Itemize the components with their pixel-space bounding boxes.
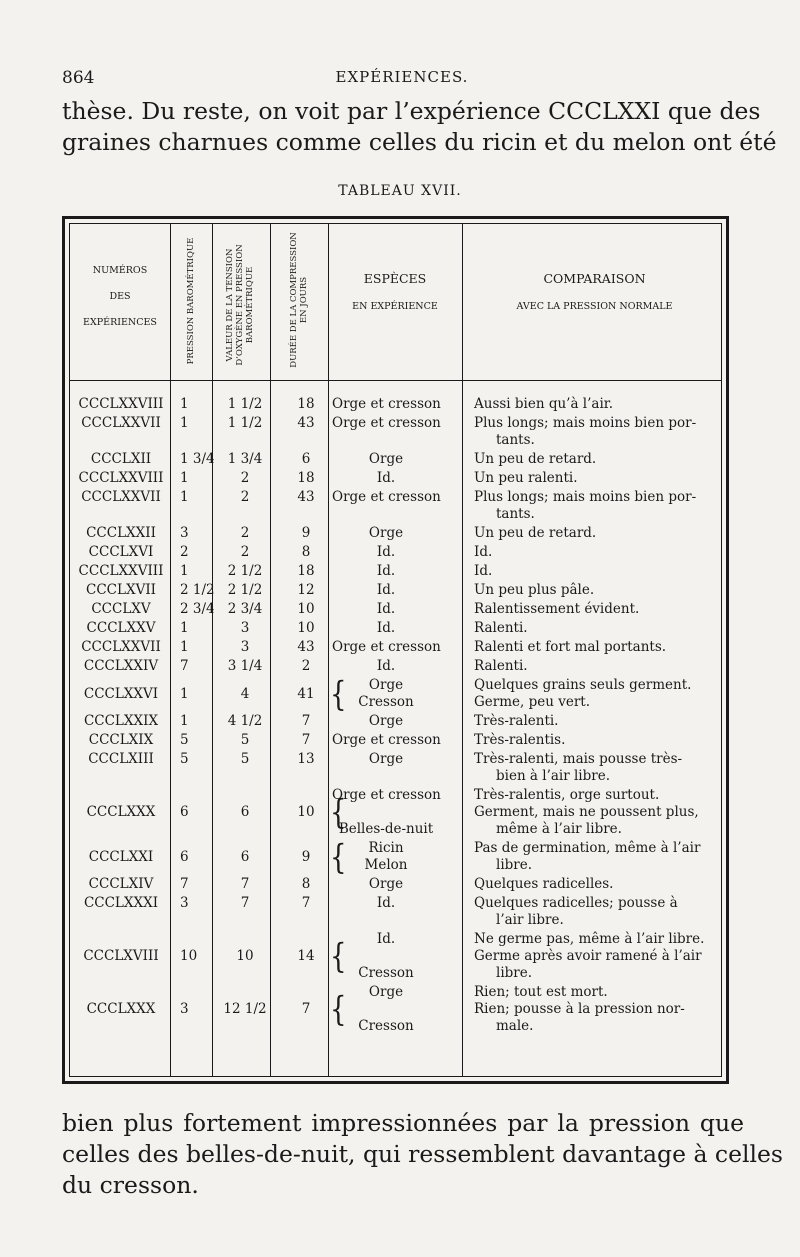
comparison-cell	[474, 677, 724, 711]
duration-value: 43	[297, 415, 315, 431]
pressure-value: 10	[180, 948, 198, 964]
species-cell	[332, 620, 440, 637]
header-duration: DURÉE DE LA COMPRESSION EN JOURS	[289, 232, 309, 368]
brace-mark: {	[330, 793, 347, 833]
species-cell	[332, 451, 440, 468]
brace-mark: {	[330, 675, 347, 715]
comparison-cell	[474, 451, 724, 468]
table-row	[70, 563, 721, 580]
table-row	[70, 931, 721, 982]
table-row	[70, 620, 721, 637]
species-line: Id.	[376, 582, 396, 598]
comparison-cell	[474, 489, 724, 523]
table-row	[70, 732, 721, 749]
oxygen-value: 7	[240, 895, 250, 911]
header-comparison	[462, 272, 727, 314]
table-inner	[69, 223, 722, 1077]
oxygen-value: 7	[240, 876, 250, 892]
species-line: Id.	[376, 895, 396, 911]
duration-value: 18	[297, 396, 315, 412]
header-species-line: ESPÈCES	[363, 271, 427, 286]
experiment-number: CCCLXXIX	[83, 713, 159, 729]
species-cell	[332, 582, 440, 599]
pressure-value: 6	[180, 804, 189, 820]
comparison-cell	[474, 658, 724, 675]
species-line: Orge	[368, 451, 404, 467]
species-cell	[332, 984, 440, 1035]
species-cell	[332, 713, 440, 730]
species-cell	[332, 415, 440, 432]
duration-value: 13	[297, 751, 315, 767]
experiment-number: CCCLXXXI	[83, 895, 159, 911]
comparison-cell	[474, 931, 724, 982]
oxygen-value: 4 1/2	[227, 713, 263, 729]
duration-value: 10	[297, 601, 315, 617]
oxygen-value: 2	[240, 470, 250, 486]
species-cell	[332, 787, 440, 838]
comparison-cell	[474, 639, 724, 656]
comparison-cell	[474, 895, 724, 929]
page-header	[62, 68, 742, 90]
species-line: Orge	[368, 525, 404, 541]
pressure-value: 7	[180, 658, 189, 674]
oxygen-value: 2 3/4	[227, 601, 263, 617]
comparison-cell	[474, 415, 724, 449]
experiment-number: CCCLXVII	[86, 582, 156, 598]
species-line: Id.	[376, 544, 396, 560]
species-line: Orge	[368, 677, 404, 693]
experiment-number: CCCLXVI	[88, 544, 154, 560]
table-row	[70, 525, 721, 542]
oxygen-value: 4	[240, 686, 250, 702]
duration-value: 7	[301, 1001, 311, 1017]
comparison-line: Quelques grains seuls germent.	[474, 677, 692, 693]
header-species-line: EN EXPÉRIENCE	[352, 301, 438, 312]
species-cell	[332, 563, 440, 580]
oxygen-value: 6	[240, 804, 250, 820]
header-numbers-line: NUMÉROS	[92, 265, 148, 276]
comparison-cell	[474, 601, 724, 618]
comparison-line: Id.	[474, 563, 493, 579]
comparison-cell	[474, 620, 724, 637]
comparison-line: Germent, mais ne poussent plus,	[474, 804, 699, 820]
species-line: Orge et cresson	[332, 415, 441, 431]
header-oxygen: VALEUR DE LA TENSION D’OXYGÈNE EN PRESSION BAROMÉTRIQUE	[225, 244, 255, 366]
species-cell	[332, 876, 440, 893]
experiment-number: CCCLXXX	[86, 1001, 156, 1017]
experiment-number: CCCLXII	[90, 451, 152, 467]
duration-value: 10	[297, 620, 315, 636]
pressure-value: 1	[180, 686, 189, 702]
comparison-line: Un peu de retard.	[474, 525, 597, 541]
table-row	[70, 675, 721, 715]
duration-value: 12	[297, 582, 315, 598]
comparison-line: Aussi bien qu’à l’air.	[474, 396, 614, 412]
species-line: Orge et cresson	[332, 639, 441, 655]
species-line: Cresson	[358, 965, 414, 981]
experiment-number: CCCLXIII	[88, 751, 154, 767]
experiment-number: CCCLXXII	[86, 525, 156, 541]
pressure-value: 1	[180, 620, 189, 636]
oxygen-value: 1 1/2	[227, 396, 263, 412]
comparison-line: Germe après avoir ramené à l’air	[474, 948, 702, 964]
text-line: graines charnues comme celles du ricin et du melon ont été	[62, 128, 777, 156]
oxygen-value: 3	[240, 620, 250, 636]
comparison-line: libre.	[496, 857, 533, 873]
table-row	[70, 544, 721, 561]
table-row	[70, 489, 721, 523]
oxygen-value: 2	[240, 525, 250, 541]
oxygen-value: 5	[240, 732, 250, 748]
comparison-line: Rien; pousse à la pression nor-	[474, 1001, 685, 1017]
species-cell	[332, 639, 440, 656]
comparison-line: Id.	[474, 544, 493, 560]
comparison-cell	[474, 470, 724, 487]
species-cell	[332, 895, 440, 912]
species-cell	[332, 470, 440, 487]
comparison-line: Ralenti.	[474, 620, 528, 636]
comparison-line: Ralenti.	[474, 658, 528, 674]
page-number: 864	[62, 68, 95, 88]
species-line: Orge	[368, 751, 404, 767]
comparison-line: bien à l’air libre.	[496, 768, 611, 784]
table-row	[70, 713, 721, 730]
species-line: Melon	[364, 857, 408, 873]
comparison-line: Très-ralentis, orge surtout.	[474, 787, 660, 803]
species-line: Orge	[368, 876, 404, 892]
oxygen-value: 10	[236, 948, 254, 964]
comparison-line: Ralenti et fort mal portants.	[474, 639, 667, 655]
comparison-line: Ne germe pas, même à l’air libre.	[474, 931, 705, 947]
comparison-line: Un peu plus pâle.	[474, 582, 595, 598]
table-row	[70, 658, 721, 675]
comparison-cell	[474, 582, 724, 599]
oxygen-value: 6	[240, 849, 250, 865]
experiment-number: CCCLXVIII	[83, 948, 159, 964]
species-cell	[330, 675, 440, 715]
comparison-cell	[474, 525, 724, 542]
comparison-line: l’air libre.	[496, 912, 564, 928]
species-line: Id.	[376, 601, 396, 617]
pressure-value: 1	[180, 470, 189, 486]
comparison-line: libre.	[496, 965, 533, 981]
header-divider	[70, 380, 721, 381]
text-line: bien plus fortement impressionnées par la pression que	[62, 1109, 744, 1137]
pressure-value: 1	[180, 396, 189, 412]
species-cell	[332, 544, 440, 561]
table-row	[70, 396, 721, 413]
experiment-number: CCCLXXVII	[81, 489, 161, 505]
comparison-line: tants.	[496, 506, 535, 522]
oxygen-value: 1 1/2	[227, 415, 263, 431]
duration-value: 43	[297, 489, 315, 505]
duration-value: 14	[297, 948, 315, 964]
pressure-value: 7	[180, 876, 189, 892]
species-line: Id.	[376, 563, 396, 579]
comparison-cell	[474, 787, 724, 838]
comparison-line: Très-ralenti, mais pousse très-	[474, 751, 683, 767]
experiment-number: CCCLXXIV	[83, 658, 159, 674]
duration-value: 7	[301, 732, 311, 748]
oxygen-value: 5	[240, 751, 250, 767]
oxygen-value: 2	[240, 489, 250, 505]
table-row	[70, 582, 721, 599]
oxygen-value: 2 1/2	[227, 582, 263, 598]
species-line: Orge et cresson	[332, 732, 441, 748]
species-line: Id.	[376, 620, 396, 636]
pressure-value: 1	[180, 489, 189, 505]
species-line: Id.	[376, 931, 396, 947]
species-cell	[332, 601, 440, 618]
comparison-cell	[474, 563, 724, 580]
pressure-value: 1	[180, 713, 189, 729]
species-cell	[332, 751, 440, 768]
experiment-number: CCCLXV	[91, 601, 151, 617]
experiment-number: CCCLXXVIII	[78, 563, 164, 579]
pressure-value: 6	[180, 849, 189, 865]
comparison-line: Très-ralenti.	[474, 713, 559, 729]
comparison-line: Quelques radicelles; pousse à	[474, 895, 678, 911]
species-line: Orge et cresson	[332, 489, 441, 505]
experiment-number: CCCLXXVII	[81, 415, 161, 431]
table-title: TABLEAU XVII.	[338, 183, 462, 199]
pressure-value: 2 1/2	[180, 582, 215, 598]
species-line: Orge et cresson	[332, 396, 441, 412]
brace-mark: {	[330, 838, 347, 878]
comparison-cell	[474, 751, 724, 785]
duration-value: 43	[297, 639, 315, 655]
species-line: Cresson	[358, 694, 414, 710]
experiment-number: CCCLXXV	[86, 620, 156, 636]
table-row	[70, 876, 721, 893]
oxygen-value: 3 1/4	[227, 658, 263, 674]
pressure-value: 3	[180, 1001, 189, 1017]
species-line: Orge et cresson	[332, 787, 441, 803]
experiment-number: CCCLXXVI	[83, 686, 159, 702]
species-cell	[330, 838, 440, 878]
comparison-line: male.	[496, 1018, 534, 1034]
table-row	[70, 415, 721, 449]
brace-mark: {	[330, 937, 347, 977]
species-cell	[332, 658, 440, 675]
header-pressure: PRESSION BAROMÉTRIQUE	[186, 237, 196, 365]
oxygen-value: 2	[240, 544, 250, 560]
experiment-number: CCCLXXVII	[81, 639, 161, 655]
table-row	[70, 787, 721, 838]
duration-value: 9	[301, 525, 311, 541]
pressure-value: 3	[180, 895, 189, 911]
oxygen-value: 2 1/2	[227, 563, 263, 579]
duration-value: 18	[297, 470, 315, 486]
header-numbers-line: EXPÉRIENCES	[83, 317, 157, 328]
comparison-line: Rien; tout est mort.	[474, 984, 608, 1000]
header-numbers-line: DES	[109, 291, 131, 302]
comparison-line: tants.	[496, 432, 535, 448]
duration-value: 2	[301, 658, 311, 674]
comparison-cell	[474, 876, 724, 893]
header-species	[328, 272, 462, 314]
pressure-value: 5	[180, 732, 189, 748]
comparison-line: Très-ralentis.	[474, 732, 566, 748]
duration-value: 7	[301, 713, 311, 729]
comparison-line: Quelques radicelles.	[474, 876, 614, 892]
comparison-cell	[474, 732, 724, 749]
oxygen-value: 3	[240, 639, 250, 655]
pressure-value: 1	[180, 563, 189, 579]
comparison-line: Plus longs; mais moins bien por-	[474, 489, 697, 505]
species-line: Cresson	[358, 1018, 414, 1034]
species-cell	[332, 931, 440, 982]
experiment-number: CCCLXXX	[86, 804, 156, 820]
bottom-paragraph	[62, 1108, 783, 1201]
species-line: Orge	[368, 713, 404, 729]
comparison-line: Un peu de retard.	[474, 451, 597, 467]
species-cell	[332, 732, 440, 749]
duration-value: 6	[301, 451, 311, 467]
pressure-value: 1 3/4	[180, 451, 215, 467]
species-line: Belles-de-nuit	[338, 821, 434, 837]
header-comparison-line: AVEC LA PRESSION NORMALE	[516, 301, 673, 312]
pressure-value: 2	[180, 544, 189, 560]
top-paragraph	[62, 96, 777, 158]
oxygen-value: 12 1/2	[223, 1001, 267, 1017]
table-row	[70, 470, 721, 487]
running-head: EXPÉRIENCES.	[335, 68, 469, 86]
comparison-line: même à l’air libre.	[496, 821, 622, 837]
experiment-number: CCCLXIX	[88, 732, 154, 748]
comparison-cell	[474, 713, 724, 730]
text-line: celles des belles-de-nuit, qui ressemblent davantage à celles	[62, 1140, 783, 1168]
comparison-cell	[474, 840, 724, 874]
table-row	[70, 984, 721, 1035]
duration-value: 7	[301, 895, 311, 911]
header-numbers	[70, 264, 170, 330]
species-line: Id.	[376, 470, 396, 486]
pressure-value: 1	[180, 639, 189, 655]
pressure-value: 2 3/4	[180, 601, 215, 617]
experiment-number: CCCLXXVIII	[78, 470, 164, 486]
table-row	[70, 895, 721, 929]
duration-value: 10	[297, 804, 315, 820]
table-row	[70, 639, 721, 656]
duration-value: 9	[301, 849, 311, 865]
duration-value: 8	[301, 876, 311, 892]
comparison-cell	[474, 396, 724, 413]
pressure-value: 1	[180, 415, 189, 431]
text-line: du cresson.	[62, 1171, 199, 1199]
comparison-line: Un peu ralenti.	[474, 470, 578, 486]
experiment-number: CCCLXXI	[88, 849, 154, 865]
species-cell	[332, 525, 440, 542]
table-row	[70, 451, 721, 468]
comparison-line: Pas de germination, même à l’air	[474, 840, 701, 856]
duration-value: 8	[301, 544, 311, 560]
comparison-line: Ralentissement évident.	[474, 601, 640, 617]
table-row	[70, 751, 721, 785]
species-cell	[332, 396, 440, 413]
species-line: Id.	[376, 658, 396, 674]
comparison-cell	[474, 984, 724, 1035]
experiment-number: CCCLXXVIII	[78, 396, 164, 412]
data-table	[62, 216, 729, 1084]
pressure-value: 3	[180, 525, 189, 541]
brace-mark: {	[330, 990, 347, 1030]
comparison-line: Plus longs; mais moins bien por-	[474, 415, 697, 431]
table-row	[70, 838, 721, 878]
comparison-cell	[474, 544, 724, 561]
species-cell	[332, 489, 440, 506]
pressure-value: 5	[180, 751, 189, 767]
duration-value: 41	[297, 686, 315, 702]
experiment-number: CCCLXIV	[88, 876, 154, 892]
duration-value: 18	[297, 563, 315, 579]
oxygen-value: 1 3/4	[227, 451, 263, 467]
table-row	[70, 601, 721, 618]
species-line: Ricin	[368, 840, 404, 856]
text-line: thèse. Du reste, on voit par l’expérience CCCLXXI que des	[62, 97, 761, 125]
species-line: Orge	[368, 984, 404, 1000]
comparison-line: Germe, peu vert.	[474, 694, 591, 710]
header-comparison-line: COMPARAISON	[543, 271, 646, 286]
